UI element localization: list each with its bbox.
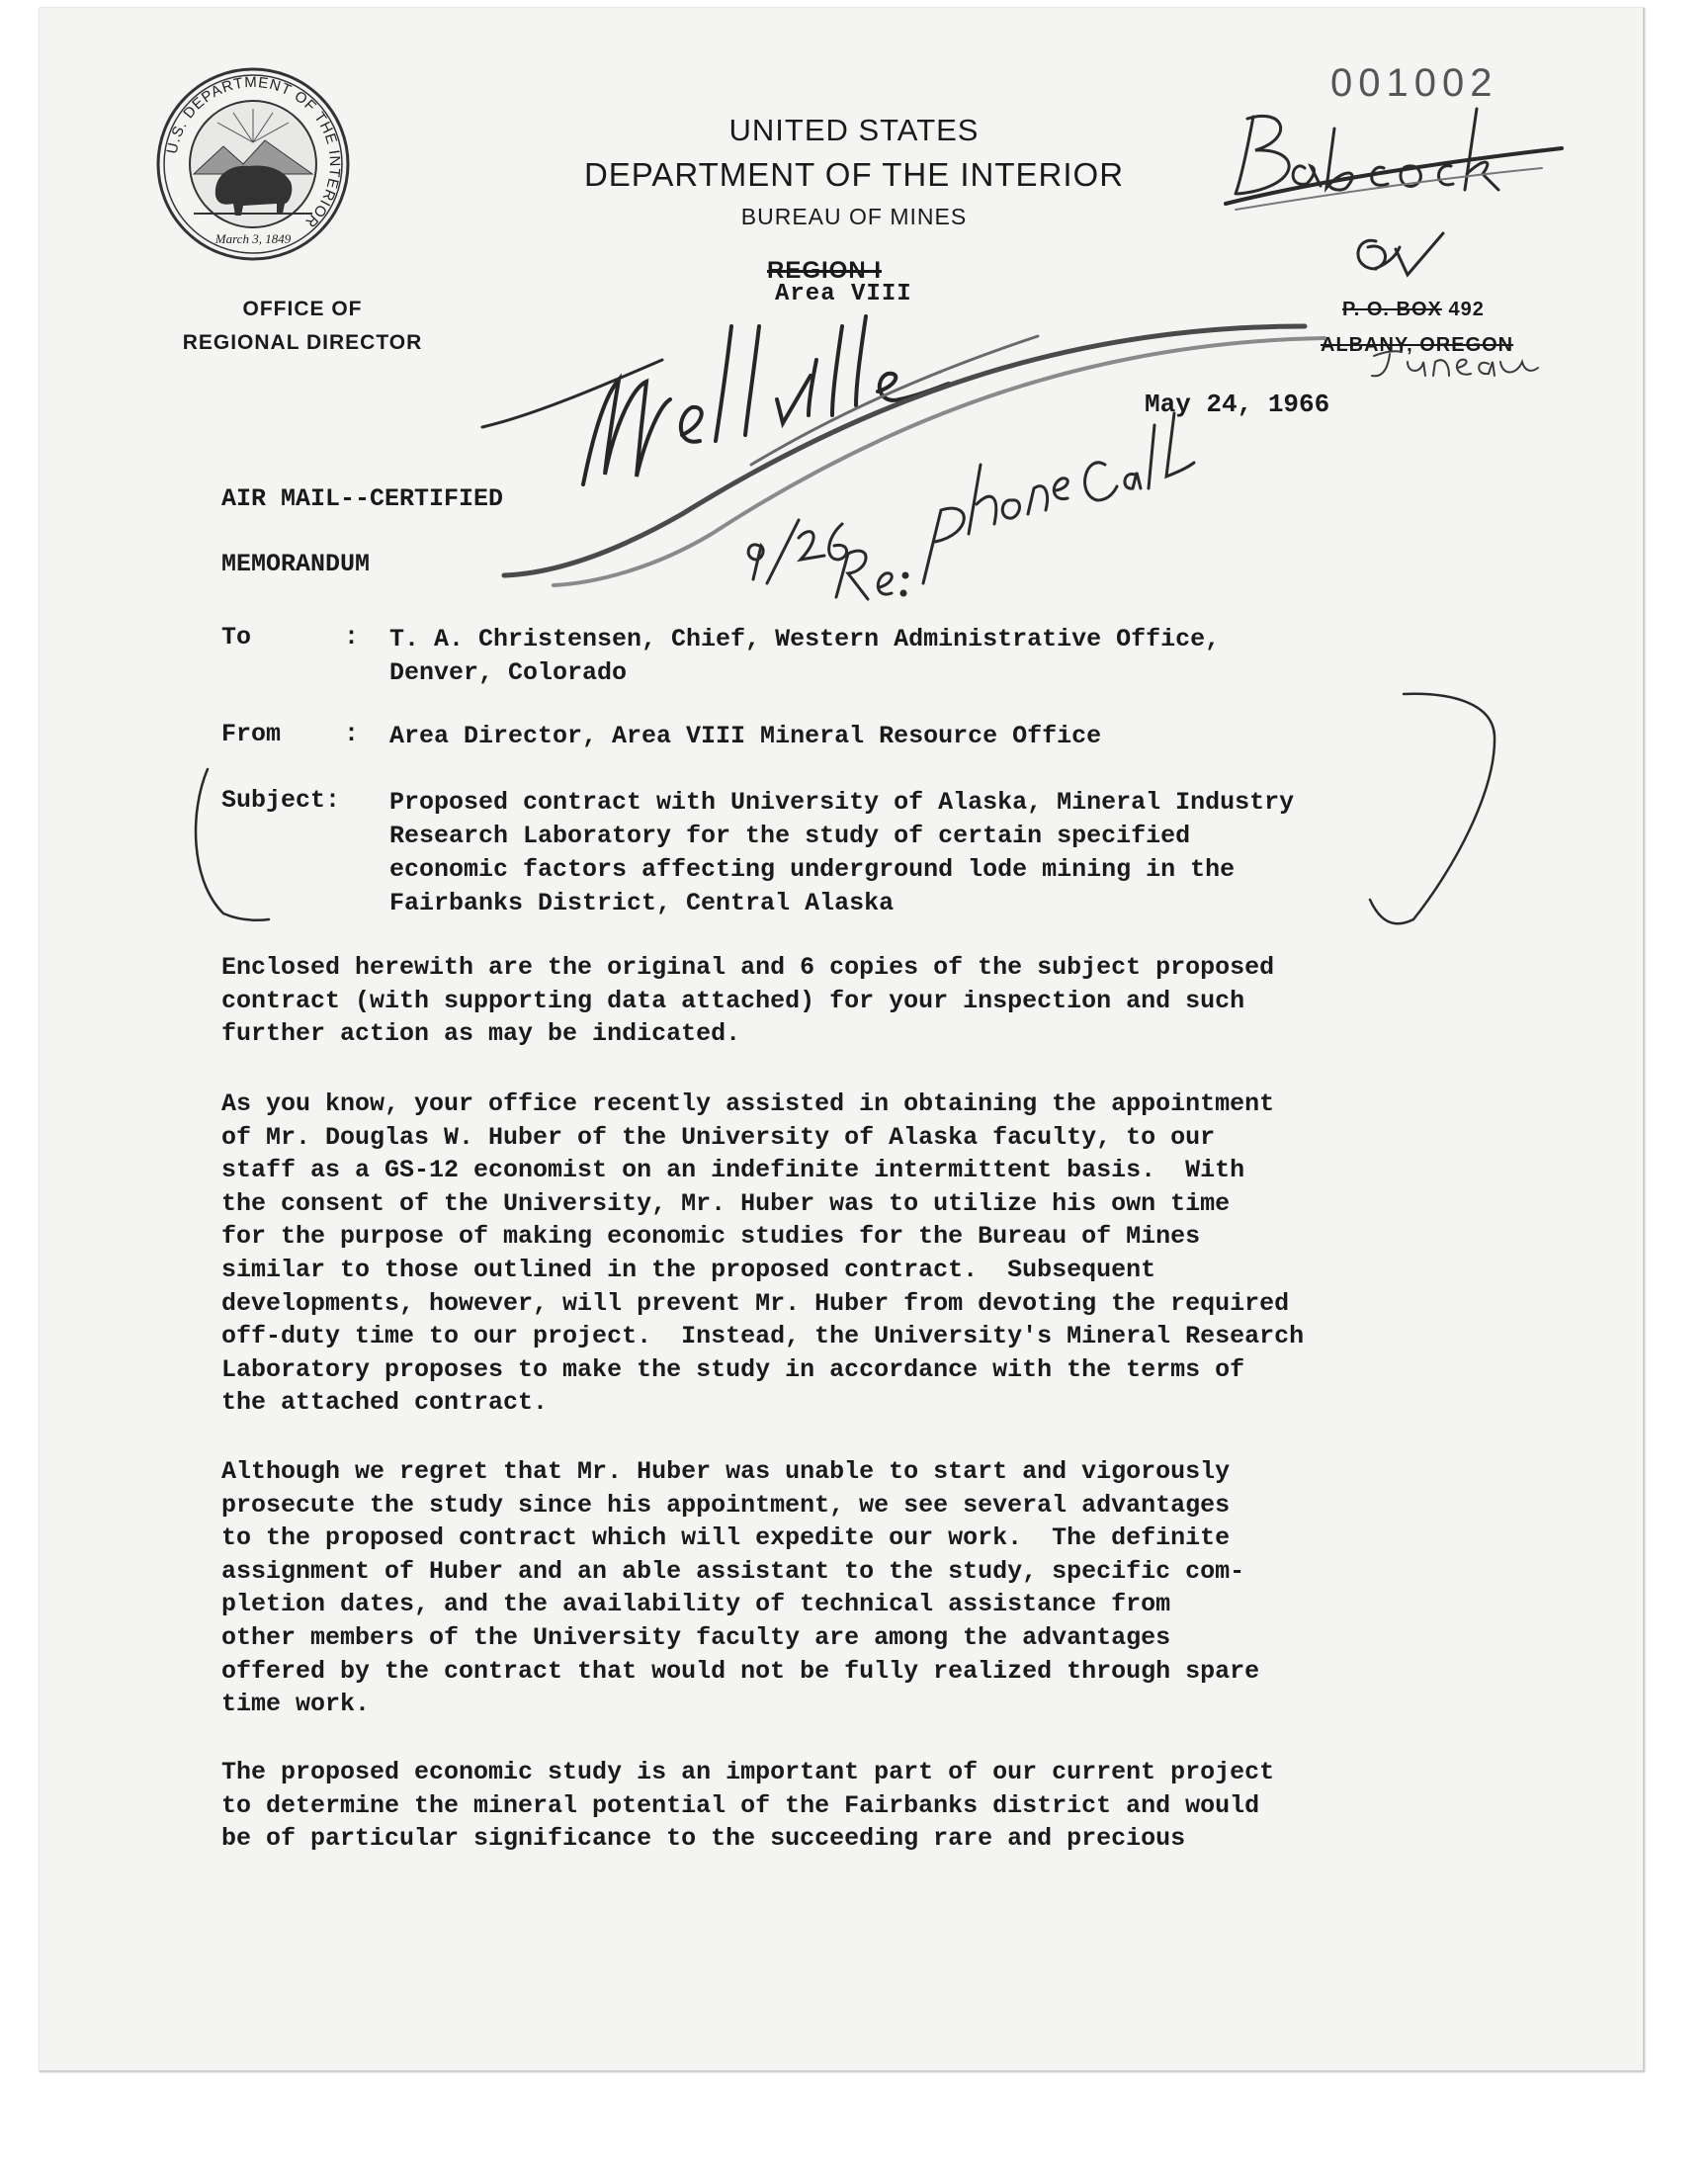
body-line: of Mr. Douglas W. Huber of the University of Alaska faculty, to our — [221, 1122, 1216, 1152]
po-box-struck: P. O. BOX — [1342, 299, 1442, 320]
memo-type: MEMORANDUM — [221, 550, 371, 578]
body-line: As you know, your office recently assisted in obtaining the appointment — [221, 1089, 1275, 1118]
to-label: To — [221, 623, 252, 652]
city-struck — [1321, 334, 1513, 357]
area-label: Area VIII — [775, 281, 912, 307]
office-of-regional-director — [154, 293, 451, 360]
subject-label: Subject: — [221, 786, 341, 815]
body-line: prosecute the study since his appointment, we see several advantages — [221, 1490, 1231, 1520]
body-line: offered by the contract that would not be fully realized through spare — [221, 1656, 1260, 1686]
body-line: for the purpose of making economic studies for the Bureau of Mines — [221, 1222, 1201, 1252]
body-line: contract (with supporting data attached) for your inspection and such — [221, 986, 1245, 1015]
bison-seal-icon — [154, 65, 352, 263]
header-line-1: UNITED STATES — [728, 113, 980, 147]
paragraph-3 — [221, 1455, 1487, 1721]
to-line-1: T. A. Christensen, Chief, Western Administrative Office, — [389, 625, 1221, 653]
to-value — [389, 623, 1477, 690]
document-number: 001002 — [1330, 61, 1498, 105]
body-line: the attached contract. — [221, 1388, 549, 1418]
body-line: Enclosed herewith are the original and 6 copies of the subject proposed — [221, 953, 1275, 982]
body-line: to determine the mineral potential of the Fairbanks district and would — [221, 1790, 1260, 1820]
header-department: DEPARTMENT OF THE INTERIOR — [583, 156, 1125, 193]
body-line: time work. — [221, 1690, 371, 1719]
body-line: The proposed economic study is an important part of our current project — [221, 1758, 1275, 1786]
body-line: pletion dates, and the availability of technical assistance from — [221, 1590, 1171, 1619]
office-line-2: REGIONAL DIRECTOR — [182, 331, 423, 354]
region-struck: REGION I — [767, 257, 883, 284]
subject-line: Research Laboratory for the study of certain specified — [389, 822, 1191, 850]
seal-date: March 3, 1849 — [214, 231, 292, 246]
body-line: the consent of the University, Mr. Huber was to utilize his own time — [221, 1188, 1231, 1218]
from-colon: : — [344, 720, 360, 748]
body-line: further action as may be indicated. — [221, 1019, 741, 1049]
from-label: From — [221, 720, 282, 748]
body-line: Although we regret that Mr. Huber was unable to start and vigorously — [221, 1457, 1231, 1486]
delivery-method: AIR MAIL--CERTIFIED — [221, 484, 504, 513]
header-bureau: BUREAU OF MINES — [740, 204, 968, 229]
body-line: similar to those outlined in the proposed contract. Subsequent — [221, 1255, 1156, 1284]
body-line: to the proposed contract which will expedite our work. The definite — [221, 1523, 1231, 1553]
subject-line: Fairbanks District, Central Alaska — [389, 889, 895, 917]
from-value: Area Director, Area VIII Mineral Resource Office — [389, 722, 1102, 750]
body-line: be of particular significance to the succeeding rare and precious — [221, 1824, 1186, 1854]
body-line: developments, however, will prevent Mr. Huber from devoting the required — [221, 1288, 1290, 1318]
subject-value — [389, 786, 1477, 920]
city-struck-text: ALBANY, OREGON — [1321, 334, 1514, 356]
paragraph-2 — [221, 1088, 1487, 1420]
paragraph-4 — [221, 1756, 1487, 1856]
subject-line: Proposed contract with University of Alaska, Mineral Industry — [389, 788, 1295, 817]
paragraph-1 — [221, 951, 1487, 1051]
office-line-1: OFFICE OF — [242, 298, 363, 320]
body-line: staff as a GS-12 economist on an indefinite intermittent basis. With — [221, 1156, 1245, 1185]
memo-date: May 24, 1966 — [1145, 390, 1330, 419]
subject-line: economic factors affecting underground lode mining in the — [389, 855, 1236, 884]
body-line: assignment of Huber and an able assistant to the study, specific com- — [221, 1556, 1245, 1586]
to-colon: : — [344, 623, 360, 652]
po-box — [1342, 299, 1485, 321]
seal-ring-text: U.S. DEPARTMENT OF THE INTERIOR — [163, 73, 344, 231]
body-line: off-duty time to our project. Instead, the University's Mineral Research — [221, 1322, 1305, 1351]
po-box-number: 492 — [1448, 299, 1485, 320]
body-line: other members of the University faculty are among the advantages — [221, 1622, 1171, 1652]
to-line-2: Denver, Colorado — [389, 658, 628, 687]
body-line: Laboratory proposes to make the study in accordance with the terms of — [221, 1354, 1245, 1384]
